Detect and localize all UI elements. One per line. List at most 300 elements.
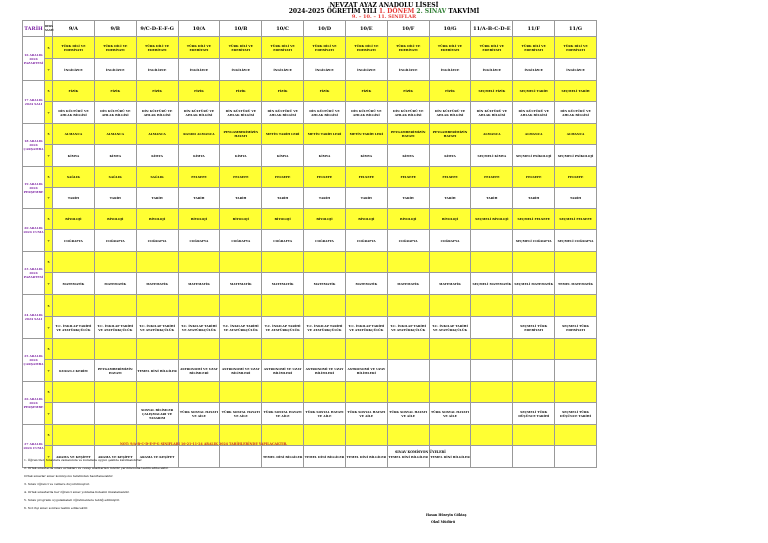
exam-cell: SEÇMELİ TARİH [555,81,597,102]
exam-cell: SAĞLIK [94,167,136,188]
exam-cell [262,252,304,273]
day-date: 23 ARALIK 2024 PAZARTESİ [23,252,45,295]
exam-cell [429,425,471,446]
table-row [23,230,597,252]
exam-cell: COĞRAFYA [304,230,346,252]
exam-cell [304,339,346,360]
exam-cell: ALMANCA [513,124,555,145]
exam-cell: KİMYA [304,145,346,167]
exam-cell: TÜRK SOSYAL HAYATI VE AİLE [262,403,304,425]
exam-cell [53,403,95,425]
table-row [23,209,597,230]
exam-cell: TARİH [345,188,387,209]
exam-cell [513,339,555,360]
exam-cell: TÜRK DİLİ VE EDEBİYATI [429,37,471,59]
principal-name: Hasan Hüseyin Göktaş [426,513,467,517]
slot-number: 5 [45,81,53,102]
exam-cell [136,295,178,317]
exam-cell [429,295,471,317]
exam-cell [178,339,220,360]
header-class-1: 9/B [94,21,136,37]
exam-cell: BİYOLOJİ [53,209,95,230]
exam-cell: İNGİLİZCE [555,59,597,81]
day-date: 27 ARALIK 2024 CUMA [23,425,45,468]
exam-cell: MATEMATİK [178,273,220,295]
exam-cell: KİMYA [262,145,304,167]
exam-cell: KİMYA [220,145,262,167]
exam-cell [429,252,471,273]
slot-number: 5 [45,425,53,446]
exam-cell: ARAMA VE KEŞİFET [136,446,178,468]
exam-cell: FELSEFE [304,167,346,188]
day-date: 17 ARALIK 2024 SALI [23,81,45,124]
exam-cell [136,252,178,273]
exam-cell: RANDO ALMANCA [178,124,220,145]
exam-cell [471,446,513,468]
exam-cell: FELSEFE [345,167,387,188]
exam-cell: TÜRK DİLİ VE EDEBİYATI [345,37,387,59]
table-row [23,252,597,273]
exam-cell [178,382,220,403]
slot-number: 7 [45,446,53,468]
exam-cell: FELSEFE [220,167,262,188]
exam-cell: İNGİLİZCE [513,59,555,81]
header-class-0: 9/A [53,21,95,37]
exam-cell [345,252,387,273]
exam-cell [178,446,220,468]
exam-cell: DİN KÜLTÜRÜ VE AHLAK BİLGİSİ [136,102,178,124]
day-date: 19 ARALIK 2024 PERŞEMBE [23,167,45,209]
exam-cell [136,382,178,403]
exam-cell: TARİH [555,188,597,209]
slot-number: 5 [45,124,53,145]
header-class-11: 11/F [513,21,555,37]
exam-cell: FELSEFE [555,167,597,188]
slot-number: 7 [45,102,53,124]
exam-cell [387,339,429,360]
exam-cell: METİN TARİH LERİ [345,124,387,145]
exam-cell: TÜRK DİLİ VE EDEBİYATI [53,37,95,59]
exam-cell: DİN KÜLTÜRÜ VE AHLAK BİLGİSİ [345,102,387,124]
exam-cell [429,339,471,360]
header-class-9: 10/G [429,21,471,37]
exam-cell [555,295,597,317]
exam-cell: SEÇMELİ BİYOLOJİ [471,209,513,230]
exam-cell: PEYGAMBERİMİZİN HAYATI [94,360,136,382]
exam-cell: METİN TARİH LERİ [262,124,304,145]
note-line: 6. Not fişi sınav sonrası teslim edilecektir. [24,506,88,510]
header-class-12: 11/G [555,21,597,37]
exam-cell: ALMANCA [53,124,95,145]
exam-cell: TÜRK SOSYAL HAYATI VE AİLE [220,403,262,425]
exam-cell: İNGİLİZCE [471,59,513,81]
exam-cell: TÜRK DİLİ VE EDEBİYATI [387,37,429,59]
exam-cell: TARİH [262,188,304,209]
exam-cell: KİMYA [178,145,220,167]
exam-cell: TEMEL DİNİ BİLGİLER [345,446,387,468]
exam-cell: KİMYA [429,145,471,167]
note-line: Ortak sınavlar sınav komisyonu tarafından hazırlanacaktır. [24,474,114,478]
day-date: 24 ARALIK 2024 SALI [23,295,45,339]
exam-cell: MATEMATİK [262,273,304,295]
exam-cell: FİZİK [304,81,346,102]
exam-cell: TARİH [94,188,136,209]
exam-cell: FİZİK [220,81,262,102]
exam-cell: DİN KÜLTÜRÜ VE AHLAK BİLGİSİ [471,102,513,124]
grade-levels: 9. – 10. – 11. SINIFLAR [351,14,417,20]
exam-cell: ASTRONOMİ VE UZAY BİLİMLERİ [304,360,346,382]
day-date: 26 ARALIK 2024 PERŞEMBE [23,382,45,425]
exam-cell: İNGİLİZCE [136,59,178,81]
day-date: 16 ARALIK 2024 PAZARTESİ [23,37,45,81]
note-red: NOT: 9/A-B-C-D-E-F-G SINIFLARI 16-21-11-24 ARALIK 2024 TARİHLERİNDE YAPILACAKTIR. [120,442,288,446]
exam-cell: COĞRAFYA [178,230,220,252]
exam-cell: BİYOLOJİ [178,209,220,230]
exam-cell [94,252,136,273]
exam-cell: COĞRAFYA [220,230,262,252]
table-row [23,167,597,188]
exam-cell: ASTRONOMİ VE UZAY BİLİMLERİ [178,360,220,382]
slot-number: 7 [45,230,53,252]
note-line: 2. Ortak sınavlarda sınav evrakları ve cevap anahtarları müdür yardımcısına teslim edilecektir. [24,466,169,470]
exam-cell: FELSEFE [429,167,471,188]
table-row [23,403,597,425]
exam-cell: ALMANCA [471,124,513,145]
slot-number: 5 [45,295,53,317]
exam-cell [53,339,95,360]
header-date: TARİH [23,21,45,37]
exam-cell: COĞRAFYA [53,230,95,252]
exam-cell: SEÇMELİ TÜRK DÜŞÜNCE TARİHİ [555,403,597,425]
exam-cell: ALMANCA [555,124,597,145]
exam-cell: FİZİK [94,81,136,102]
exam-cell: SEÇMELİ COĞRAFYA [513,230,555,252]
exam-cell: İNGİLİZCE [178,59,220,81]
exam-cell: İNGİLİZCE [220,59,262,81]
exam-cell: TARİH [429,188,471,209]
exam-cell [136,339,178,360]
exam-cell: ASTRONOMİ VE UZAY BİLİMLERİ [262,360,304,382]
slot-number: 7 [45,403,53,425]
table-row [23,382,597,403]
exam-cell: SEÇMELİ COĞRAFYA [555,230,597,252]
school-name: NEVZAT AYAZ ANADOLU LİSESİ [329,2,439,9]
exam-cell [471,252,513,273]
exam-cell: FİZİK [136,81,178,102]
exam-cell: ALMANCA [136,124,178,145]
exam-cell: TÜRK SOSYAL HAYATI VE AİLE [178,403,220,425]
exam-cell: TARİH [53,188,95,209]
exam-cell [513,382,555,403]
header-slot: DERS SAATİ [45,21,53,37]
exam-cell [94,295,136,317]
table-row [23,273,597,295]
exam-cell [471,230,513,252]
exam-cell: KİMYA [136,145,178,167]
exam-cell: SAĞLIK [53,167,95,188]
exam-cell: SEÇMELİ KİMYA [471,145,513,167]
exam-cell: TÜRK DİLİ VE EDEBİYATI [304,37,346,59]
slot-number: 5 [45,252,53,273]
exam-cell: T.C. İNKILAP TARİHİ VE ATATÜRKÇÜLÜK [262,317,304,339]
exam-cell: TÜRK SOSYAL HAYATI VE AİLE [345,403,387,425]
exam-cell [555,339,597,360]
exam-cell [471,360,513,382]
exam-cell: DİN KÜLTÜRÜ VE AHLAK BİLGİSİ [387,102,429,124]
header-class-3: 10/A [178,21,220,37]
exam-cell: PEYGAMBERİMİZİN HAYATI [220,124,262,145]
header-class-8: 10/F [387,21,429,37]
exam-cell [471,403,513,425]
exam-cell: TÜRK SOSYAL HAYATI VE AİLE [387,403,429,425]
exam-cell: KİMYA [53,145,95,167]
exam-cell [555,425,597,446]
exam-cell: TARİH [178,188,220,209]
exam-cell [345,295,387,317]
note-line: 1. Öğrenciler, Sınavlara zamanında ve kurallara uygun şekilde katılmalıdırlar. [24,458,143,462]
exam-cell: TÜRK DİLİ VE EDEBİYATI [471,37,513,59]
exam-cell: MATEMATİK [220,273,262,295]
table-row [23,425,597,446]
slot-number: 5 [45,37,53,59]
slot-number: 7 [45,188,53,209]
exam-cell [387,252,429,273]
exam-cell [220,446,262,468]
exam-cell: İNGİLİZCE [429,59,471,81]
table-row [23,81,597,102]
exam-cell: TÜRK DİLİ VE EDEBİYATI [220,37,262,59]
exam-cell: SOSYAL BİLİMLER ÇALIŞMALARI VE TASARIM [136,403,178,425]
note-line: 4. Ortak sınavlarda her öğrenci sınav yoklama listesini imzalamalıdır. [24,490,130,494]
exam-cell: T.C. İNKILAP TARİHİ VE ATATÜRKÇÜLÜK [387,317,429,339]
exam-cell [513,446,555,468]
exam-cell: FELSEFE [262,167,304,188]
slot-number: 7 [45,59,53,81]
exam-cell [513,252,555,273]
exam-cell: TÜRK DİLİ VE EDEBİYATI [262,37,304,59]
exam-cell: COĞRAFYA [387,230,429,252]
exam-cell [429,360,471,382]
table-row [23,102,597,124]
exam-cell: DİN KÜLTÜRÜ VE AHLAK BİLGİSİ [94,102,136,124]
exam-cell: DİN KÜLTÜRÜ VE AHLAK BİLGİSİ [262,102,304,124]
exam-cell: BİYOLOJİ [429,209,471,230]
exam-cell [387,360,429,382]
exam-cell [304,382,346,403]
exam-cell: TEMEL DİNİ BİLGİLER [429,446,471,468]
exam-cell [513,360,555,382]
exam-cell [94,339,136,360]
exam-cell: İNGİLİZCE [345,59,387,81]
exam-cell: BİYOLOJİ [136,209,178,230]
exam-cell [53,252,95,273]
exam-cell [94,382,136,403]
exam-cell [262,382,304,403]
exam-cell: İNGİLİZCE [262,59,304,81]
day-date: 20 ARALIK 2024 CUMA [23,209,45,252]
exam-cell [555,446,597,468]
exam-cell: MATEMATİK [387,273,429,295]
exam-cell: KİMYA [345,145,387,167]
exam-cell [387,425,429,446]
exam-cell: COĞRAFYA [94,230,136,252]
exam-cell [178,295,220,317]
exam-cell: FİZİK [53,81,95,102]
exam-cell: ARAMA VE KEŞİFET [94,446,136,468]
slot-number: 7 [45,360,53,382]
exam-cell: SEÇMELİ FELSEFE [555,209,597,230]
exam-cell [262,295,304,317]
exam-cell [471,317,513,339]
exam-cell: TÜRK DİLİ VE EDEBİYATI [94,37,136,59]
exam-cell [262,339,304,360]
exam-cell: T.C. İNKILAP TARİHİ VE ATATÜRKÇÜLÜK [136,317,178,339]
exam-cell: FELSEFE [178,167,220,188]
exam-cell: SEÇMELİ FELSEFE [513,209,555,230]
exam-cell: DİN KÜLTÜRÜ VE AHLAK BİLGİSİ [513,102,555,124]
exam-cell [178,252,220,273]
exam-cell: T.C. İNKILAP TARİHİ VE ATATÜRKÇÜLÜK [345,317,387,339]
exam-cell: BİYOLOJİ [262,209,304,230]
exam-cell: T.C. İNKILAP TARİHİ VE ATATÜRKÇÜLÜK [429,317,471,339]
exam-cell: T.C. İNKILAP TARİHİ VE ATATÜRKÇÜLÜK [220,317,262,339]
exam-cell: TARİH [220,188,262,209]
exam-schedule-table [22,20,597,468]
exam-cell: COĞRAFYA [136,230,178,252]
exam-cell [513,295,555,317]
exam-cell: TEMEL DİNİ BİLGİLER [387,446,429,468]
exam-cell: DİN KÜLTÜRÜ VE AHLAK BİLGİSİ [555,102,597,124]
exam-cell: MATEMATİK [53,273,95,295]
exam-cell: FELSEFE [471,167,513,188]
header-class-10: 11/A-B-C-D-E [471,21,513,37]
exam-cell: TARİH [513,188,555,209]
exam-cell: TARİH [471,188,513,209]
exam-cell: TARİH [136,188,178,209]
exam-cell: DİN KÜLTÜRÜ VE AHLAK BİLGİSİ [304,102,346,124]
exam-cell: TARİH [387,188,429,209]
exam-cell: SAĞLIK [136,167,178,188]
exam-cell [345,339,387,360]
exam-cell: COĞRAFYA [429,230,471,252]
exam-cell [387,382,429,403]
day-date: 18 ARALIK 2024 ÇARŞAMBA [23,124,45,167]
slot-number: 7 [45,317,53,339]
exam-cell: SEÇMELİ PSİKOLOJİ [513,145,555,167]
exam-cell [471,295,513,317]
exam-cell: FİZİK [429,81,471,102]
exam-cell: SEÇMELİ TÜRK EDEBİYATI [513,317,555,339]
exam-cell [555,252,597,273]
exam-cell: FİZİK [345,81,387,102]
exam-cell: TEMEL DİNİ BİLGİLER [262,446,304,468]
exam-cell: SEÇMELİ TARİH [513,81,555,102]
exam-cell: BİYOLOJİ [304,209,346,230]
slot-number: 5 [45,167,53,188]
day-date: 25 ARALIK 2024 ÇARŞAMBA [23,339,45,382]
exam-cell: İNGİLİZCE [94,59,136,81]
table-row [23,145,597,167]
exam-cell: BİYOLOJİ [387,209,429,230]
exam-cell: FİZİK [178,81,220,102]
exam-cell: DİN KÜLTÜRÜ VE AHLAK BİLGİSİ [429,102,471,124]
exam-cell: MATEMATİK [429,273,471,295]
table-row [23,339,597,360]
exam-cell: TÜRK DİLİ VE EDEBİYATI [178,37,220,59]
principal-title: Okul Müdürü [431,520,456,524]
exam-cell [429,382,471,403]
exam-cell: BİYOLOJİ [220,209,262,230]
exam-cell: DİN KÜLTÜRÜ VE AHLAK BİLGİSİ [178,102,220,124]
exam-cell: SEÇMELİ MATEMATİK [513,273,555,295]
exam-cell: TEMEL DİNİ BİLGİLER [304,446,346,468]
exam-cell: COĞRAFYA [345,230,387,252]
exam-cell: MATEMATİK [136,273,178,295]
exam-cell [220,382,262,403]
exam-cell [345,382,387,403]
exam-cell: TÜRK DİLİ VE EDEBİYATI [136,37,178,59]
exam-cell [387,295,429,317]
exam-cell: KURAN-I KERİM [53,360,95,382]
exam-cell: FELSEFE [513,167,555,188]
exam-cell: ASTRONOMİ VE UZAY BİLİMLERİ [220,360,262,382]
table-row [23,124,597,145]
table-row [23,360,597,382]
exam-cell [53,382,95,403]
exam-cell: İNGİLİZCE [304,59,346,81]
exam-cell [471,339,513,360]
exam-cell: SEÇMELİ MATEMATİK [471,273,513,295]
slot-number: 7 [45,145,53,167]
exam-cell [304,295,346,317]
exam-cell: T.C. İNKILAP TARİHİ VE ATATÜRKÇÜLÜK [304,317,346,339]
exam-cell: MATEMATİK [345,273,387,295]
exam-cell: SEÇMELİ TÜRK EDEBİYATI [555,317,597,339]
exam-cell: SEÇMELİ PSİKOLOJİ [555,145,597,167]
exam-cell: TÜRK DİLİ VE EDEBİYATI [555,37,597,59]
exam-cell: T.C. İNKILAP TARİHİ VE ATATÜRKÇÜLÜK [178,317,220,339]
slot-number: 5 [45,339,53,360]
exam-cell: MATEMATİK [94,273,136,295]
header-class-7: 10/E [345,21,387,37]
exam-cell: TÜRK SOSYAL HAYATI VE AİLE [429,403,471,425]
note-line: 5. Sınav programı uygulamaları öğretmenlere tebliğ edilmiştir. [24,498,120,502]
table-row [23,37,597,59]
commission-title: SINAV KOMİSYON ÜYELERİ [395,450,446,454]
exam-cell: FİZİK [262,81,304,102]
exam-cell: ARAMA VE KEŞİFET [53,446,95,468]
exam-cell [220,339,262,360]
exam-cell [345,425,387,446]
exam-cell: COĞRAFYA [262,230,304,252]
exam-cell: FELSEFE [387,167,429,188]
header-class-6: 10/D [304,21,346,37]
exam-cell: SEÇMELİ FİZİK [471,81,513,102]
exam-cell: METİN TARİH LERİ [304,124,346,145]
exam-cell [94,403,136,425]
exam-cell: ASTRONOMİ VE UZAY BİLİMLERİ [345,360,387,382]
table-row [23,59,597,81]
exam-cell [53,295,95,317]
exam-cell: TÜRK SOSYAL HAYATI VE AİLE [304,403,346,425]
exam-cell: BİYOLOJİ [345,209,387,230]
exam-cell: TEMEL DİNİ BİLGİLER [136,360,178,382]
exam-cell [513,425,555,446]
header-class-5: 10/C [262,21,304,37]
table-row [23,317,597,339]
exam-cell: BİYOLOJİ [94,209,136,230]
exam-cell [471,425,513,446]
